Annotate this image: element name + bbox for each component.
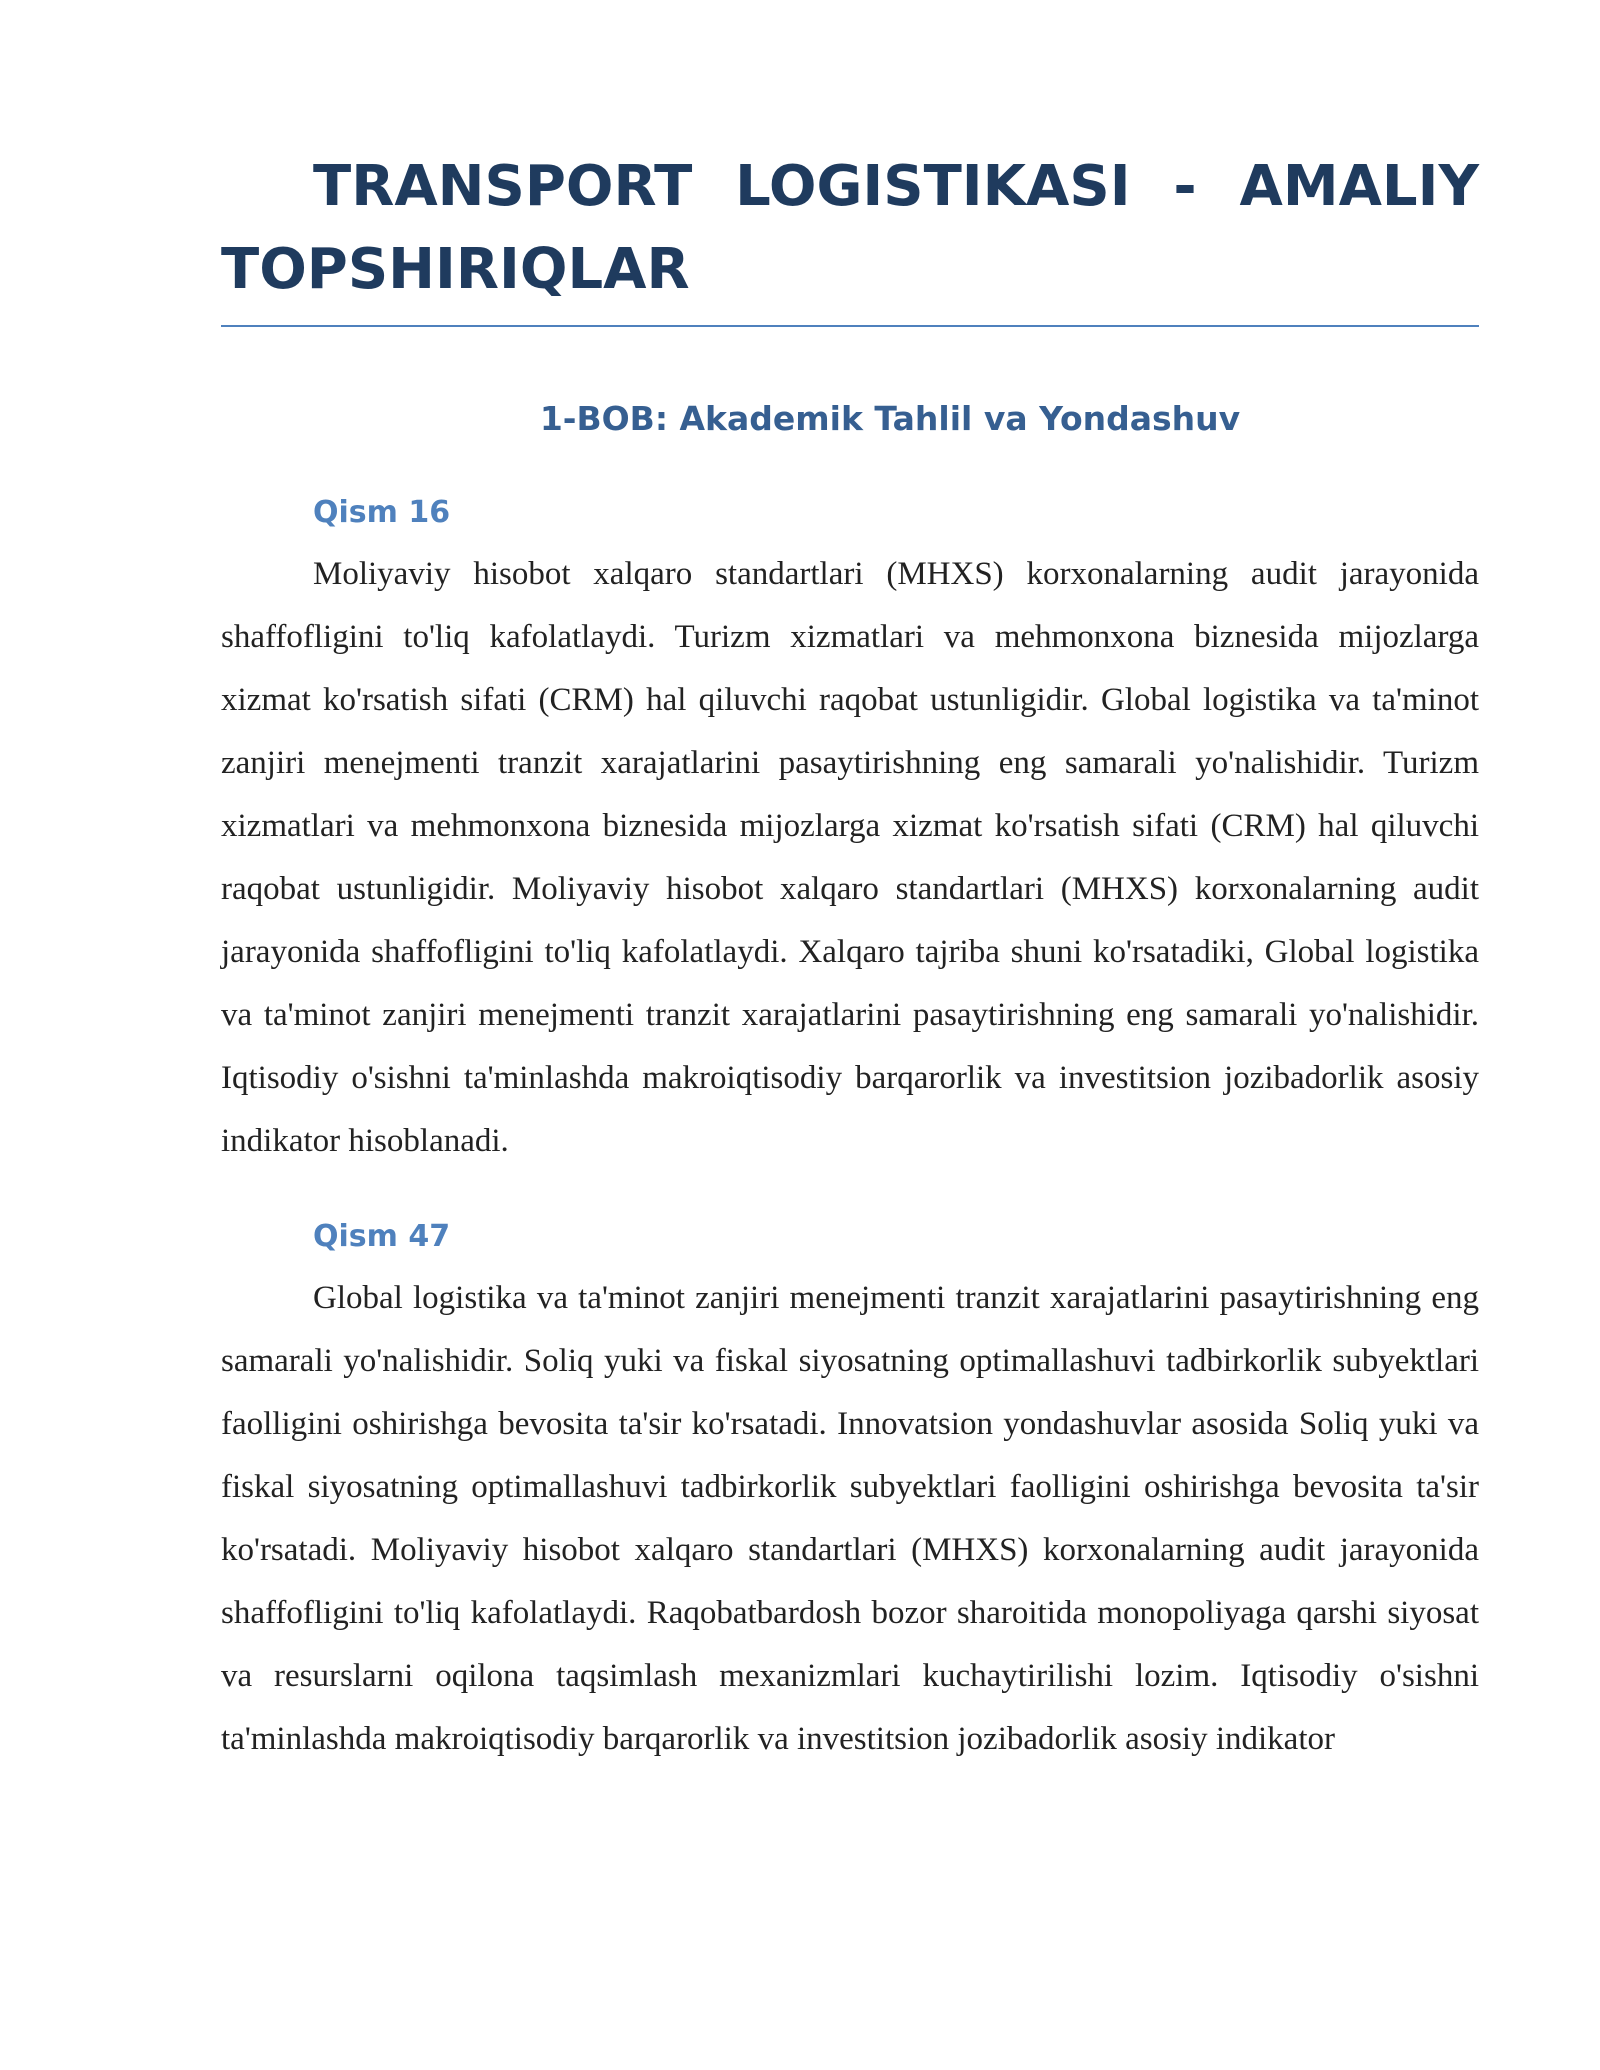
section-paragraph-1: Moliyaviy hisobot xalqaro standartlari (MHXS) korxonalarning audit jarayonida shaffofligini to'liq kafolatlaydi. Turizm xizmatlari va mehmonxona biznesida mijozlarga xizmat ko'rsatish sifati (CRM) hal qiluvchi raqobat ustunligidir. Global logistika va ta'minot zanjiri menejmenti tranzit xarajatlarini pasaytirishning eng samarali yo'nalishidir. Turizm xizmatlari va mehmonxona biznesida mijozlarga xizmat ko'rsatish sifati (CRM) hal qiluvchi raqobat ustunligidir. Moliyaviy hisobot xalqaro standartlari (MHXS) korxonalarning audit jarayonida shaffofligini to'liq kafolatlaydi. Xalqaro tajriba shuni ko'rsatadiki, Global logistika va ta'minot zanjiri menejmenti tranzit xarajatlarini pasaytirishning eng samarali yo'nalishidir. Iqtisodiy o'sishni ta'minlashda makroiqtisodiy barqarorlik va investitsion jozibadorlik asosiy indikator hisoblanadi.	[221, 556, 1479, 1159]
page-content	[221, 145, 1479, 1771]
document-title: TRANSPORT LOGISTIKASI - AMALIY TOPSHIRIQLAR	[221, 145, 1479, 327]
section-heading-2: Qism 47	[313, 1219, 451, 1254]
chapter-heading: 1-BOB: Akademik Tahlil va Yondashuv	[539, 399, 1241, 438]
section-heading-1: Qism 16	[313, 495, 451, 530]
section-paragraph-2: Global logistika va ta'minot zanjiri menejmenti tranzit xarajatlarini pasaytirishning eng samarali yo'nalishidir. Soliq yuki va fiskal siyosatning optimallashuvi tadbirkorlik subyektlari faolligini oshirishga bevosita ta'sir ko'rsatadi. Innovatsion yondashuvlar asosida Soliq yuki va fiskal siyosatning optimallashuvi tadbirkorlik subyektlari faolligini oshirishga bevosita ta'sir ko'rsatadi. Moliyaviy hisobot xalqaro standartlari (MHXS) korxonalarning audit jarayonida shaffofligini to'liq kafolatlaydi. Raqobatbardosh bozor sharoitida monopoliyaga qarshi siyosat va resurslarni oqilona taqsimlash mexanizmlari kuchaytirilishi lozim. Iqtisodiy o'sishni ta'minlashda makroiqtisodiy barqarorlik va investitsion jozibadorlik asosiy indikator	[221, 1280, 1479, 1757]
